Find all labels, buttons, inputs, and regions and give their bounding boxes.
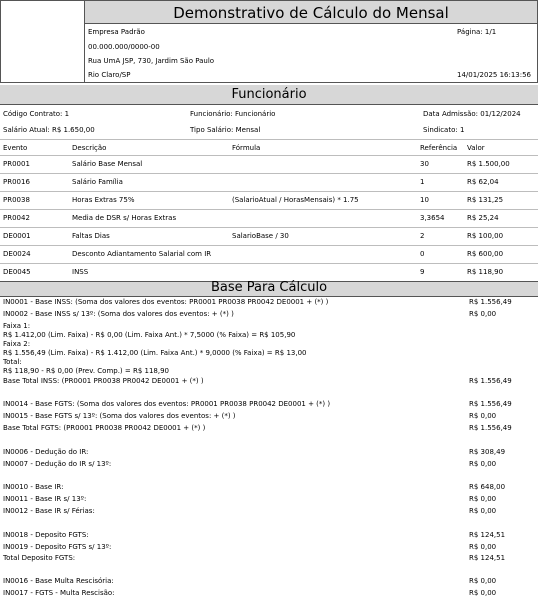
events-header-bottom: [0, 155, 538, 156]
event-code: DE0024: [3, 250, 31, 258]
company-city: Rio Claro/SP: [88, 71, 131, 79]
print-datetime: 14/01/2025 16:13:56: [457, 71, 532, 79]
event-value: R$ 118,90: [467, 268, 504, 276]
event-description: Media de DSR s/ Horas Extras: [72, 214, 177, 222]
event-description: INSS: [72, 268, 89, 276]
event-description: Horas Extras 75%: [72, 196, 135, 204]
col-referencia: Referência: [420, 144, 458, 152]
base-line-label: Total:: [3, 358, 22, 366]
title-underline: [85, 23, 537, 24]
base-line-value: R$ 1.556,49: [469, 298, 512, 306]
event-value: R$ 62,04: [467, 178, 499, 186]
base-line-label: Faixa 1:: [3, 322, 31, 330]
base-line-value: R$ 0,00: [469, 460, 497, 468]
event-description: Salário Família: [72, 178, 123, 186]
event-reference: 30: [420, 160, 429, 168]
salary-type: Tipo Salário: Mensal: [190, 126, 261, 134]
row-divider: [0, 209, 538, 210]
base-line-value: R$ 648,00: [469, 483, 506, 491]
base-line-label: IN0019 - Deposito FGTS s/ 13º:: [3, 543, 112, 551]
row-divider: [0, 227, 538, 228]
event-value: R$ 100,00: [467, 232, 504, 240]
base-line-value: R$ 0,00: [469, 577, 497, 585]
base-line-label: IN0007 - Dedução do IR s/ 13º:: [3, 460, 112, 468]
base-line-label: IN0012 - Base IR s/ Férias:: [3, 507, 95, 515]
event-reference: 3,3654: [420, 214, 445, 222]
base-line-value: R$ 0,00: [469, 507, 497, 515]
current-salary: Salário Atual: R$ 1.650,00: [3, 126, 95, 134]
event-reference: 9: [420, 268, 425, 276]
header-bottom-border: [0, 82, 538, 83]
event-code: PR0001: [3, 160, 30, 168]
admission-date: Data Admissão: 01/12/2024: [423, 110, 521, 118]
events-header-top: [0, 139, 538, 140]
row-divider: [0, 245, 538, 246]
base-line-value: R$ 0,00: [469, 589, 497, 597]
row-divider: [0, 173, 538, 174]
base-line-label: R$ 1.556,49 (Lim. Faixa) - R$ 1.412,00 (Lim. Faixa Ant.) * 9,0000 (% Faixa) = R$ 13,00: [3, 349, 307, 357]
event-value: R$ 1.500,00: [467, 160, 510, 168]
base-line-label: IN0006 - Dedução do IR:: [3, 448, 89, 456]
event-reference: 10: [420, 196, 429, 204]
base-line-value: R$ 0,00: [469, 412, 497, 420]
company-doc: 00.000.000/0000-00: [88, 43, 160, 51]
employee-band-underline: [0, 104, 538, 105]
event-code: PR0038: [3, 196, 30, 204]
event-reference: 0: [420, 250, 425, 258]
base-line-label: IN0016 - Base Multa Rescisória:: [3, 577, 114, 585]
base-line-label: Total Deposito FGTS:: [3, 554, 76, 562]
base-line-value: R$ 1.556,49: [469, 424, 512, 432]
event-value: R$ 25,24: [467, 214, 499, 222]
base-line-value: R$ 0,00: [469, 495, 497, 503]
base-line-label: R$ 118,90 - R$ 0,00 (Prev. Comp.) = R$ 118,90: [3, 367, 170, 375]
header-left-border: [0, 0, 1, 82]
base-line-label: IN0018 - Deposito FGTS:: [3, 531, 89, 539]
base-line-value: R$ 308,49: [469, 448, 506, 456]
employee-name: Funcionário: Funcionário: [190, 110, 276, 118]
event-reference: 1: [420, 178, 425, 186]
base-line-label: Faixa 2:: [3, 340, 31, 348]
base-line-label: IN0010 - Base IR:: [3, 483, 64, 491]
base-line-label: IN0001 - Base INSS: (Soma dos valores dos eventos: PR0001 PR0038 PR0042 DE0001 + (*) ): [3, 298, 329, 306]
base-line-label: IN0017 - FGTS - Multa Rescisão:: [3, 589, 115, 597]
base-line-label: R$ 1.412,00 (Lim. Faixa) - R$ 0,00 (Lim. Faixa Ant.) * 7,5000 (% Faixa) = R$ 105,90: [3, 331, 296, 339]
base-line-label: IN0011 - Base IR s/ 13º:: [3, 495, 87, 503]
base-line-value: R$ 0,00: [469, 310, 497, 318]
event-description: Salário Base Mensal: [72, 160, 143, 168]
base-line-value: R$ 1.556,49: [469, 400, 512, 408]
base-band-underline: [0, 296, 538, 297]
base-line-value: R$ 124,51: [469, 554, 506, 562]
base-line-value: R$ 124,51: [469, 531, 506, 539]
event-value: R$ 131,25: [467, 196, 504, 204]
row-divider: [0, 263, 538, 264]
event-description: Desconto Adiantamento Salarial com IR: [72, 250, 212, 258]
union: Sindicato: 1: [423, 126, 465, 134]
base-section-title: Base Para Cálculo: [210, 280, 328, 295]
employee-section-title: Funcionário: [231, 87, 307, 102]
base-line-label: Base Total FGTS: (PR0001 PR0038 PR0042 DE0001 + (*) ): [3, 424, 206, 432]
event-code: PR0016: [3, 178, 30, 186]
col-formula: Fórmula: [232, 144, 261, 152]
base-line-value: R$ 0,00: [469, 543, 497, 551]
event-reference: 2: [420, 232, 425, 240]
base-line-label: Base Total INSS: (PR0001 PR0038 PR0042 DE0001 + (*) ): [3, 377, 204, 385]
event-code: PR0042: [3, 214, 30, 222]
base-line-label: IN0002 - Base INSS s/ 13º: (Soma dos valores dos eventos: + (*) ): [3, 310, 234, 318]
base-line-label: IN0015 - Base FGTS s/ 13º: (Soma dos valores dos eventos: + (*) ): [3, 412, 236, 420]
company-address: Rua UmA JSP, 730, Jardim São Paulo: [88, 57, 215, 65]
company-name: Empresa Padrão: [88, 28, 145, 36]
base-line-label: IN0014 - Base FGTS: (Soma dos valores dos eventos: PR0001 PR0038 PR0042 DE0001 + (*) ): [3, 400, 331, 408]
contract-code: Código Contrato: 1: [3, 110, 70, 118]
row-divider: [0, 191, 538, 192]
event-value: R$ 600,00: [467, 250, 504, 258]
event-formula: SalarioBase / 30: [232, 232, 289, 240]
col-evento: Evento: [3, 144, 28, 152]
col-descricao: Descrição: [72, 144, 107, 152]
base-line-value: R$ 1.556,49: [469, 377, 512, 385]
event-description: Faltas Dias: [72, 232, 110, 240]
event-formula: (SalarioAtual / HorasMensais) * 1.75: [232, 196, 359, 204]
event-code: DE0045: [3, 268, 31, 276]
event-code: DE0001: [3, 232, 31, 240]
report-title: Demonstrativo de Cálculo do Mensal: [173, 4, 449, 22]
col-valor: Valor: [467, 144, 485, 152]
page-number: Página: 1/1: [457, 28, 497, 36]
